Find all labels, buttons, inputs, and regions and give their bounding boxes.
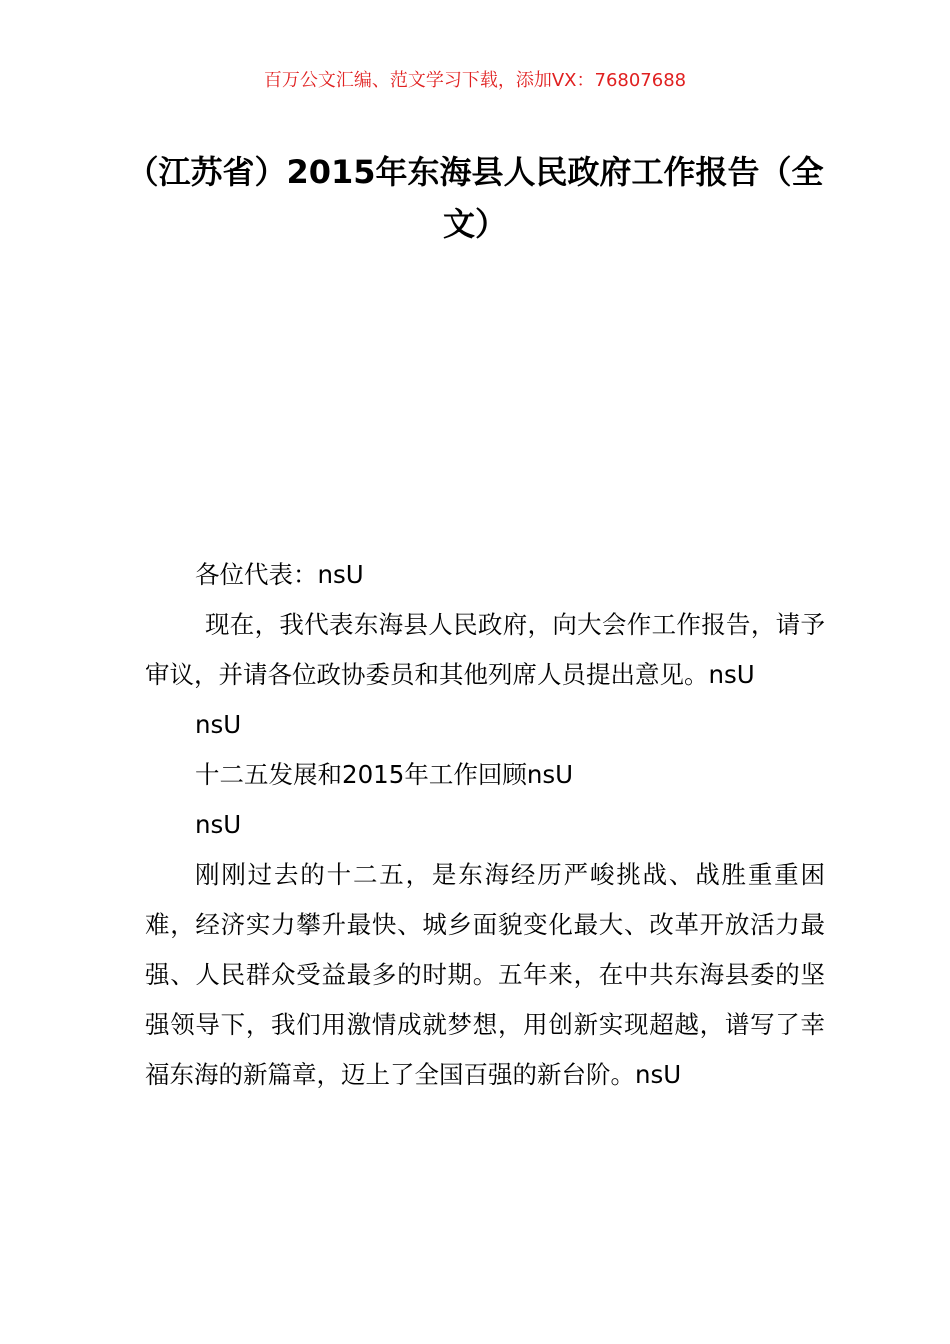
paragraph-blank-2: nsU bbox=[195, 810, 242, 839]
paragraph-salutation: 各位代表：nsU bbox=[195, 560, 364, 589]
document-title: （江苏省）2015年东海县人民政府工作报告（全文） bbox=[126, 153, 824, 243]
paragraph-review: 刚刚过去的十二五，是东海经历严峻挑战、战胜重重困难，经济实力攀升最快、城乡面貌变化最大、改革开放活力最强、人民群众受益最多的时期。五年来，在中共东海县委的坚强领导下，我们用激情成就梦想，用创新实现超越，谱写了幸福东海的新篇章，迈上了全国百强的新台阶。nsU bbox=[145, 860, 825, 1089]
paragraph-section-heading: 十二五发展和2015年工作回顾nsU bbox=[195, 760, 574, 789]
paragraph-intro: 现在，我代表东海县人民政府，向大会作工作报告，请予审议，并请各位政协委员和其他列席人员提出意见。nsU bbox=[145, 610, 825, 689]
paragraph-blank-1: nsU bbox=[195, 710, 242, 739]
document-body bbox=[145, 550, 825, 1100]
header-ad-note: 百万公文汇编、范文学习下载，添加VX：76807688 bbox=[263, 70, 687, 91]
